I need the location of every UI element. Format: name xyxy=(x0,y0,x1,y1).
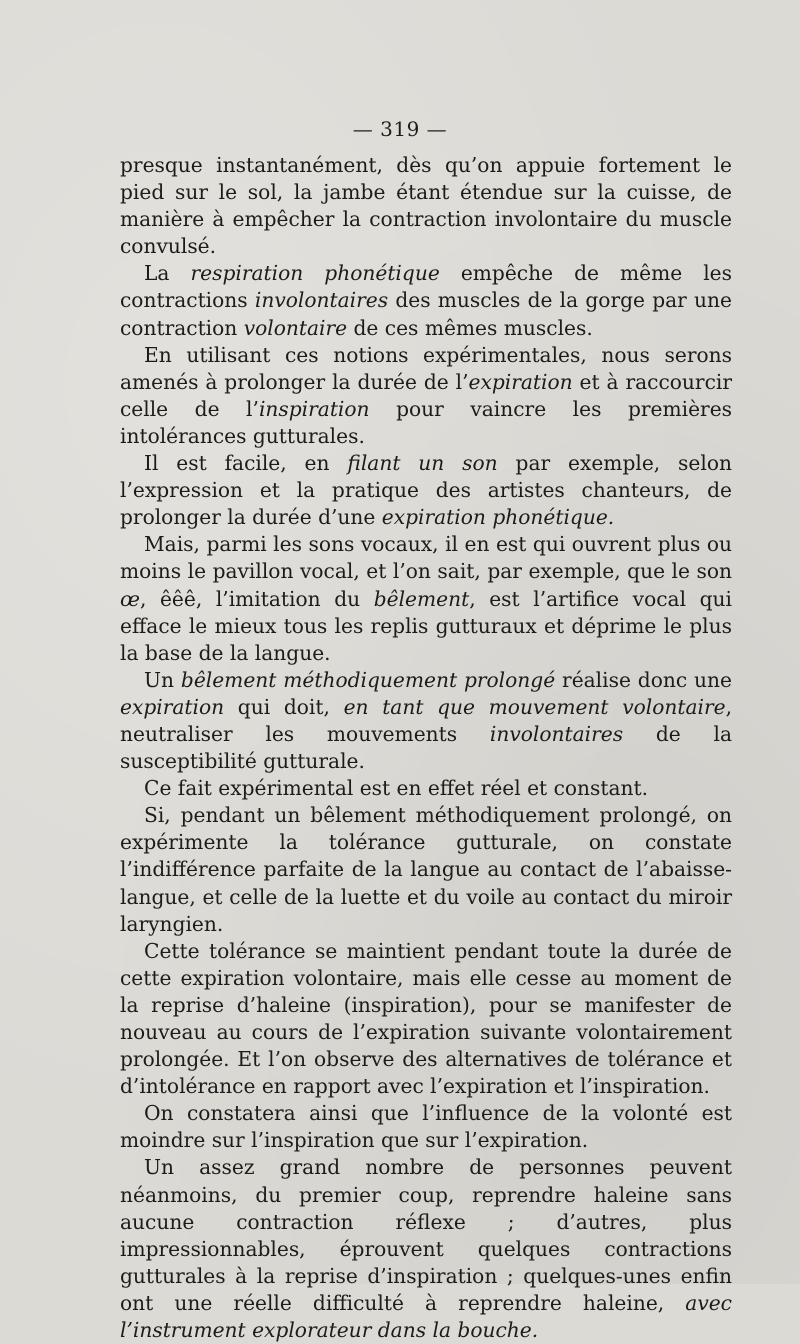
text-segment: par exemple, selon l’expression et la pratique des artistes chanteurs, de prolonger la durée d’une xyxy=(120,451,732,530)
text-segment: de ces mêmes muscles. xyxy=(347,315,593,340)
italic-text: en tant que mouvement volontaire xyxy=(343,694,726,719)
italic-text: bêlement xyxy=(373,586,470,611)
text-segment: Il est facile, en xyxy=(144,451,348,476)
text-segment: qui doit, xyxy=(224,694,344,719)
italic-text: involontaires xyxy=(254,288,389,313)
text-segment: et à raccourcir celle de l’ xyxy=(120,369,732,421)
italic-text: expiration phonétique. xyxy=(381,505,615,530)
italic-text: expiration xyxy=(120,694,225,719)
text-segment: empêche de même les contractions xyxy=(120,261,732,313)
text-segment: On constatera ainsi que l’influence de la volonté est moindre sur l’inspiration que sur l’expiration. xyxy=(120,1101,732,1153)
paragraph xyxy=(120,342,732,450)
text-segment: En utilisant ces notions expérimentales, nous serons amenés à prolonger la durée de l’ xyxy=(120,342,732,394)
paragraph xyxy=(120,1154,732,1344)
text-segment: Si, pendant un bêlement méthodiquement prolongé, on expérimente la tolérance gutturale, on constate l’indifférence parfaite de la langue au contact de l’abaisse-langue, et celle de la luette et du voile au contact du miroir laryngien. xyxy=(120,803,732,936)
text-segment: de la susceptibilité gutturale. xyxy=(120,721,732,774)
italic-text: bêlement méthodiquement prolongé xyxy=(180,667,556,692)
paragraph xyxy=(120,1100,732,1154)
text-segment: La xyxy=(144,261,191,286)
italic-text: respiration phonétique xyxy=(190,261,440,286)
paragraph xyxy=(120,667,732,775)
italic-text: involontaires xyxy=(489,721,624,746)
paragraph xyxy=(120,938,732,1101)
text-segment: Un xyxy=(144,667,181,692)
italic-text: inspiration xyxy=(258,396,370,421)
italic-text: œ xyxy=(120,586,140,611)
paragraph xyxy=(120,450,732,531)
body-text xyxy=(120,152,732,1344)
paragraph xyxy=(120,260,732,341)
text-segment: des muscles de la gorge par une contraction xyxy=(120,288,732,340)
text-segment: Ce fait expérimental est en effet réel et constant. xyxy=(144,776,649,801)
text-segment: pour vaincre les premières intolérances gutturales. xyxy=(120,396,732,448)
paragraph xyxy=(120,152,732,260)
text-segment: réalise donc une xyxy=(555,667,732,692)
text-segment: , êêê, l’imitation du xyxy=(139,586,374,611)
text-segment: presque instantanément, dès qu’on appuie fortement le pied sur le sol, la jambe étant étendue sur la cuisse, de manière à empêcher la contraction involontaire du muscle convulsé. xyxy=(120,153,732,259)
italic-text: filant un son xyxy=(347,451,498,476)
text-segment: Cette tolérance se maintient pendant toute la durée de cette expiration volontaire, mais elle cesse au moment de la reprise d’haleine (inspiration), pour se manifester de nouveau au cours de l’expiration suivante volontairement prolongée. Et l’on observe des alternatives de tolérance et d’intolérance en rapport avec l’expiration et l’inspiration. xyxy=(120,938,732,1099)
paragraph xyxy=(120,802,732,937)
text-segment: Un assez grand nombre de personnes peuvent néanmoins, du premier coup, reprendre haleine sans aucune contraction réflexe ; d’autres, plus impressionnables, éprouvent quelques contractions gutturales à la reprise d’inspiration ; quelques-unes enfin ont une réelle difficulté à reprendre haleine, xyxy=(120,1155,732,1315)
italic-text: expiration xyxy=(468,369,573,394)
page-number: — 319 — xyxy=(352,117,448,141)
paragraph xyxy=(120,531,732,666)
paragraph xyxy=(120,775,732,802)
text-segment: , neutraliser les mouvements xyxy=(120,694,732,746)
text-segment: Mais, parmi les sons vocaux, il en est qui ouvrent plus ou moins le pavillon vocal, et l’on sait, par exemple, que le son xyxy=(120,532,732,584)
italic-text: volontaire xyxy=(243,315,348,340)
italic-text: avec l’instrument explorateur dans la bouche. xyxy=(120,1290,732,1343)
text-segment: , est l’artifice vocal qui efface le mieux tous les replis gutturaux et déprime le plus la base de la langue. xyxy=(120,586,732,665)
